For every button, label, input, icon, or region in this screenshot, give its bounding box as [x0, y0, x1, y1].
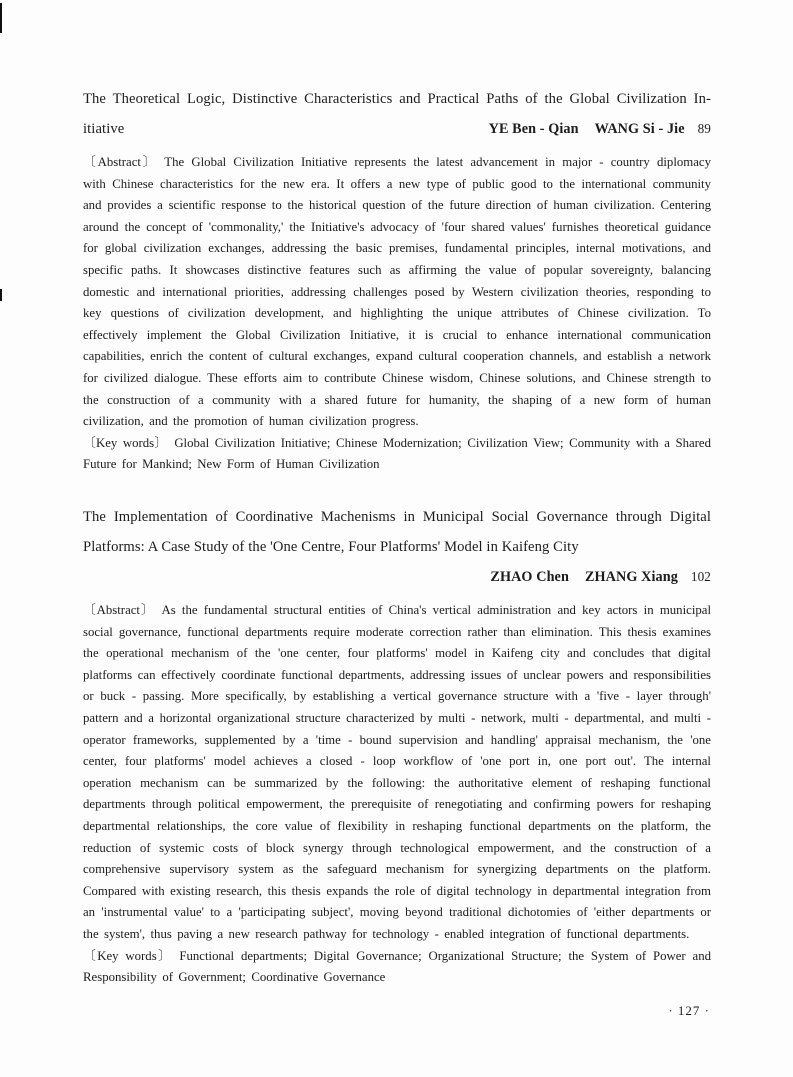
article-2-keywords [83, 946, 711, 989]
article-1-abstract [83, 152, 711, 433]
keywords-label: 〔Key words〕 [83, 435, 168, 450]
article-1-title [83, 84, 711, 144]
author-name: WANG Si - Jie [594, 121, 685, 137]
article-2-abstract [83, 600, 711, 946]
abstract-text: As the fundamental structural entities of China's vertical administration and key actors in municipal social governance, functional departments require moderate correction rather than elimination. This thesis examines the operational mechanism of the 'one center, four platforms' model in Kaifeng city and concludes that digital platforms can effectively coordinate functional departments, addressing issues of unclear powers and responsibilities or buck - passing. More specifically, by establishing a vertical governance structure with a 'five - layer through' pattern and a horizontal organizational structure characterized by multi - network, multi - departmental, and multi - operator frameworks, supplemented by a 'time - bound supervision and handling' appraisal mechanism, the 'one center, four platforms' model achieves a closed - loop workflow of 'one port in, one port out'. The internal operation mechanism can be summarized by the following: the authoritative element of reshaping functional departments through political empowerment, the prerequisite of renegotiating and confirming powers for reshaping departmental relationships, the core value of flexibility in reshaping functional departments on the platform, the reduction of systemic costs of block synergy through technological empowerment, and the construction of a comprehensive supervisory system as the safeguard mechanism for synergizing departments on the platform. Compared with existing research, this thesis expands the role of digital technology in departmental integration from an 'instrumental value' to a 'participating subject', moving beyond traditional dichotomies of 'either departments or the system', thus paving a new research pathway for technology - enabled integration of functional departments. [83, 603, 712, 941]
keywords-text: Global Civilization Initiative; Chinese Modernization; Civilization View; Community with a Shared Future for Mankind; New Form of Human Civilization [83, 435, 712, 472]
abstract-label: 〔Abstract〕 [83, 603, 155, 617]
article-1-keywords [83, 433, 711, 476]
article-entry-1 [83, 84, 711, 476]
article-1-title-carryover: itiative [83, 121, 125, 137]
article-1-authors [489, 114, 711, 144]
keywords-label: 〔Key words〕 [83, 948, 173, 963]
abstract-label: 〔Abstract〕 [83, 155, 158, 169]
author-name: ZHANG Xiang [584, 569, 678, 585]
article-2-title-line-2: Platforms: A Case Study of the 'One Centre, Four Platforms' Model in Kaifeng City [83, 539, 579, 555]
page-number: · 127 · [668, 1003, 710, 1018]
author-name: YE Ben - Qian [488, 121, 579, 137]
article-2-authors [83, 562, 711, 592]
article-1-start-page: 89 [697, 121, 711, 136]
article-2-start-page: 102 [690, 569, 711, 584]
scan-edge-artifact [0, 289, 2, 301]
article-2-title [83, 502, 711, 592]
article-1-title-line-2 [83, 114, 711, 144]
scan-edge-artifact [0, 3, 2, 33]
article-2-title-line-1: The Implementation of Coordinative Machenisms in Municipal Social Governance through Digital [83, 509, 711, 525]
article-1-title-line-1: The Theoretical Logic, Distinctive Characteristics and Practical Paths of the Global Civilization In- [83, 91, 711, 107]
article-entry-2 [83, 502, 711, 989]
keywords-text: Functional departments; Digital Governance; Organizational Structure; the System of Power and Responsibility of Government; Coordinative Governance [83, 948, 711, 985]
abstract-text: The Global Civilization Initiative represents the latest advancement in major - country diplomacy with Chinese characteristics for the new era. It offers a new type of public good to the international community and provides a scientific response to the historical question of the future direction of human civilization. Centering around the concept of 'commonality,' the Initiative's advocacy of 'four shared values' furnishes theoretical guidance for global civilization exchanges, addressing the basic premises, fundamental principles, internal motivations, and specific paths. It showcases distinctive features such as affirming the value of popular sovereignty, balancing domestic and international priorities, addressing challenges posed by Western civilization theories, responding to key questions of civilization development, and highlighting the unique attributes of Chinese civilization. To effectively implement the Global Civilization Initiative, it is crucial to enhance international communication capabilities, enrich the content of cultural exchanges, expand cultural cooperation channels, and establish a network for civilized dialogue. These efforts aim to contribute Chinese wisdom, Chinese solutions, and Chinese strength to the construction of a community with a shared future for humanity, the shaping of a new form of human civilization, and the promotion of human civilization progress. [83, 155, 711, 429]
author-name: ZHAO Chen [490, 569, 569, 585]
